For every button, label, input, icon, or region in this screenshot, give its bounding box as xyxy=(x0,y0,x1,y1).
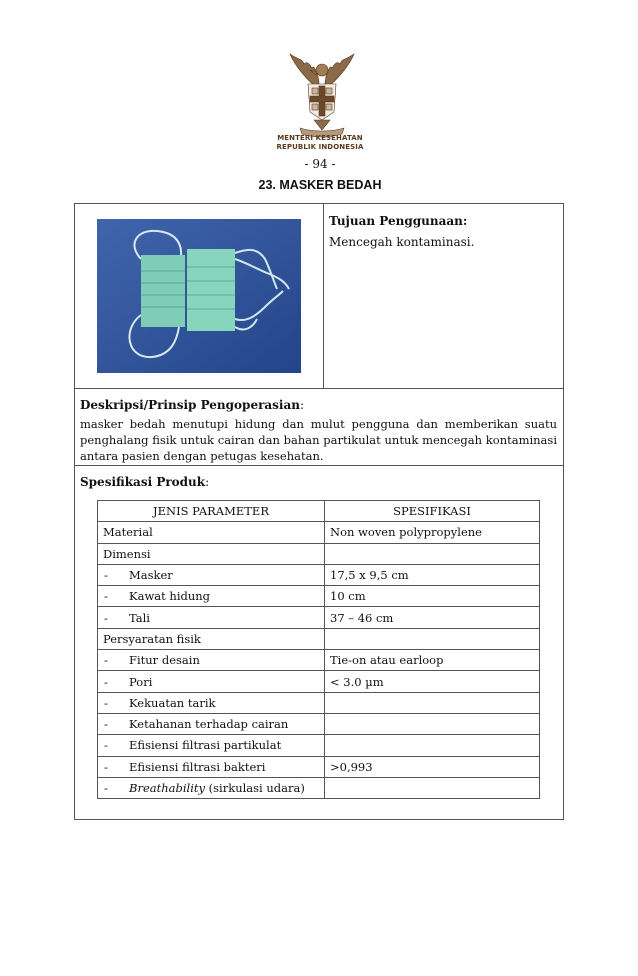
dash-marker: - xyxy=(104,568,108,583)
parameter-text: Kekuatan tarik xyxy=(129,695,216,710)
image-cell xyxy=(75,204,324,389)
parameter-cell xyxy=(98,713,325,734)
parameter-cell xyxy=(98,522,325,543)
value-cell: < 3.0 µm xyxy=(325,671,540,692)
value-cell xyxy=(325,777,540,798)
parameter-cell xyxy=(98,650,325,671)
parameter-text: Pori xyxy=(129,674,153,689)
parameter-cell xyxy=(98,628,325,649)
value-cell xyxy=(325,713,540,734)
parameter-text-italic: Breathability xyxy=(129,781,206,795)
dash-marker: - xyxy=(104,695,108,710)
dash-marker: - xyxy=(104,759,108,774)
parameter-cell xyxy=(98,671,325,692)
value-cell xyxy=(325,692,540,713)
parameter-text: (sirkulasi udara) xyxy=(205,781,305,795)
page-number: - 94 - xyxy=(304,157,336,171)
table-row xyxy=(98,692,540,713)
column-header-parameter: JENIS PARAMETER xyxy=(98,501,325,522)
parameter-text: Kawat hidung xyxy=(129,589,211,604)
dash-marker: - xyxy=(104,610,108,625)
value-cell: Non woven polypropylene xyxy=(325,522,540,543)
table-header-row xyxy=(98,501,540,522)
parameter-text: Persyaratan fisik xyxy=(103,631,201,646)
table-row xyxy=(98,650,540,671)
dash-marker: - xyxy=(104,738,108,753)
dash-marker: - xyxy=(104,589,108,604)
table-row xyxy=(98,756,540,777)
description-colon: : xyxy=(299,398,305,412)
dash-marker: - xyxy=(104,717,108,732)
table-row xyxy=(98,735,540,756)
specification-label: Spesifikasi Produk xyxy=(80,475,206,489)
table-row xyxy=(98,607,540,628)
value-cell: >0,993 xyxy=(325,756,540,777)
parameter-cell xyxy=(98,543,325,564)
description-label: Deskripsi/Prinsip Pengoperasian xyxy=(80,398,300,412)
column-header-specification: SPESIFIKASI xyxy=(325,501,540,522)
parameter-cell xyxy=(98,692,325,713)
table-row xyxy=(98,586,540,607)
parameter-cell xyxy=(98,735,325,756)
surgical-mask-photo xyxy=(97,219,301,373)
emblem-caption xyxy=(250,134,390,152)
description-row xyxy=(75,389,563,466)
parameter-cell xyxy=(98,586,325,607)
value-cell xyxy=(325,543,540,564)
specification-colon: : xyxy=(205,475,210,489)
table-row xyxy=(98,671,540,692)
table-row xyxy=(98,543,540,564)
parameter-text: Efisiensi filtrasi bakteri xyxy=(129,759,266,774)
dash-marker: - xyxy=(104,781,108,795)
dash-marker: - xyxy=(104,674,108,689)
purpose-text: Mencegah kontaminasi. xyxy=(329,235,475,249)
table-row xyxy=(98,713,540,734)
parameter-cell xyxy=(98,607,325,628)
value-cell: 10 cm xyxy=(325,586,540,607)
value-cell xyxy=(325,735,540,756)
value-cell: 17,5 x 9,5 cm xyxy=(325,564,540,585)
parameter-text: Fitur desain xyxy=(129,653,200,668)
emblem-caption-line1: MENTERI KESEHATAN xyxy=(277,134,363,142)
parameter-text: Material xyxy=(103,525,153,540)
specification-row xyxy=(75,466,563,490)
parameter-text: Ketahanan terhadap cairan xyxy=(129,717,289,732)
emblem-caption-line2: REPUBLIK INDONESIA xyxy=(276,143,364,151)
table-row xyxy=(98,522,540,543)
description-text: masker bedah menutupi hidung dan mulut pengguna dan memberikan suatu penghalang fisik untuk cairan dan bahan partikulat untuk mencegah kontaminasi antara pasien dengan petugas kesehatan. xyxy=(80,417,557,463)
dash-marker: - xyxy=(104,653,108,668)
parameter-text: Efisiensi filtrasi partikulat xyxy=(129,738,282,753)
purpose-label: Tujuan Penggunaan: xyxy=(329,214,468,228)
image-purpose-row xyxy=(75,204,563,389)
specification-table xyxy=(97,500,540,799)
table-row xyxy=(98,628,540,649)
value-cell: 37 – 46 cm xyxy=(325,607,540,628)
parameter-cell xyxy=(98,564,325,585)
table-row xyxy=(98,564,540,585)
value-cell xyxy=(325,628,540,649)
parameter-text: Masker xyxy=(129,568,173,583)
page-title: 23. MASKER BEDAH xyxy=(258,178,382,192)
table-row xyxy=(98,777,540,798)
value-cell: Tie-on atau earloop xyxy=(325,650,540,671)
parameter-cell xyxy=(98,756,325,777)
parameter-cell xyxy=(98,777,325,798)
device-table xyxy=(74,203,564,820)
parameter-text: Tali xyxy=(129,610,150,625)
purpose-cell xyxy=(329,214,559,249)
parameter-text: Dimensi xyxy=(103,546,151,561)
